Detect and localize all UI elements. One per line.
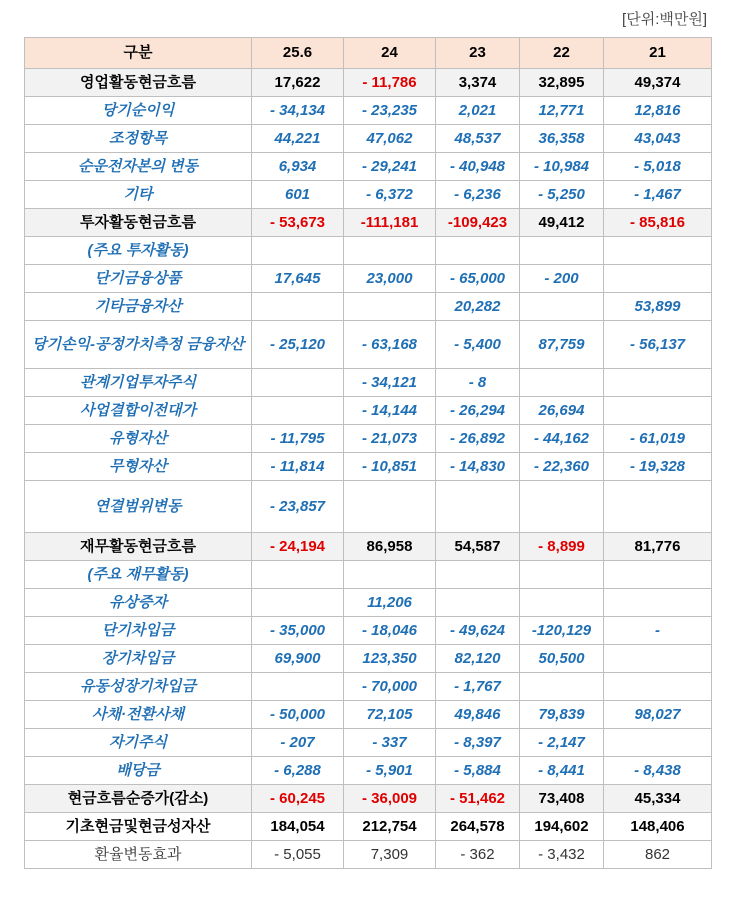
value-cell: -: [604, 617, 712, 645]
header-cell: 24: [344, 38, 436, 69]
value-cell: - 26,892: [436, 425, 520, 453]
value-cell: 43,043: [604, 125, 712, 153]
table-row: [25, 125, 712, 153]
value-cell: - 26,294: [436, 397, 520, 425]
row-label: 유형자산: [25, 425, 252, 453]
row-label: 재무활동현금흐름: [25, 533, 252, 561]
value-cell: [344, 481, 436, 533]
value-cell: - 8: [436, 369, 520, 397]
table-row: [25, 813, 712, 841]
row-label: 기타금융자산: [25, 293, 252, 321]
table-row: [25, 701, 712, 729]
unit-label: [단위:백만원]: [622, 11, 707, 28]
value-cell: 36,358: [520, 125, 604, 153]
value-cell: [520, 561, 604, 589]
value-cell: [436, 237, 520, 265]
value-cell: [604, 265, 712, 293]
value-cell: - 51,462: [436, 785, 520, 813]
value-cell: - 207: [252, 729, 344, 757]
value-cell: 49,846: [436, 701, 520, 729]
table-row: [25, 673, 712, 701]
value-cell: - 70,000: [344, 673, 436, 701]
value-cell: [252, 293, 344, 321]
row-label: 당기손익-공정가치측정 금융자산: [25, 321, 252, 369]
value-cell: 98,027: [604, 701, 712, 729]
value-cell: -111,181: [344, 209, 436, 237]
value-cell: - 5,901: [344, 757, 436, 785]
value-cell: - 8,397: [436, 729, 520, 757]
value-cell: - 61,019: [604, 425, 712, 453]
row-label: 무형자산: [25, 453, 252, 481]
table-row: [25, 841, 712, 869]
value-cell: [252, 589, 344, 617]
row-label: 사채·전환사채: [25, 701, 252, 729]
table-row: [25, 369, 712, 397]
value-cell: - 40,948: [436, 153, 520, 181]
value-cell: - 14,830: [436, 453, 520, 481]
value-cell: - 50,000: [252, 701, 344, 729]
value-cell: - 56,137: [604, 321, 712, 369]
row-label: 기타: [25, 181, 252, 209]
value-cell: - 85,816: [604, 209, 712, 237]
value-cell: 86,958: [344, 533, 436, 561]
row-label: 장기차입금: [25, 645, 252, 673]
row-label: (주요 재무활동): [25, 561, 252, 589]
value-cell: 49,412: [520, 209, 604, 237]
row-label: 현금흐름순증가(감소): [25, 785, 252, 813]
value-cell: - 8,899: [520, 533, 604, 561]
value-cell: [252, 673, 344, 701]
value-cell: 49,374: [604, 69, 712, 97]
table-row: [25, 237, 712, 265]
value-cell: [520, 293, 604, 321]
value-cell: - 3,432: [520, 841, 604, 869]
table-row: [25, 181, 712, 209]
row-label: 관계기업투자주식: [25, 369, 252, 397]
row-label: 당기순이익: [25, 97, 252, 125]
value-cell: [520, 237, 604, 265]
table-row: [25, 209, 712, 237]
header-cell: 25.6: [252, 38, 344, 69]
value-cell: 123,350: [344, 645, 436, 673]
table-row: [25, 425, 712, 453]
value-cell: 26,694: [520, 397, 604, 425]
value-cell: 81,776: [604, 533, 712, 561]
value-cell: - 25,120: [252, 321, 344, 369]
table-row: [25, 321, 712, 369]
table-row: [25, 397, 712, 425]
value-cell: - 6,372: [344, 181, 436, 209]
value-cell: - 337: [344, 729, 436, 757]
value-cell: [604, 561, 712, 589]
row-label: 자기주식: [25, 729, 252, 757]
table-row: [25, 153, 712, 181]
value-cell: - 10,984: [520, 153, 604, 181]
value-cell: 79,839: [520, 701, 604, 729]
value-cell: - 14,144: [344, 397, 436, 425]
row-label: 단기차입금: [25, 617, 252, 645]
value-cell: [436, 589, 520, 617]
value-cell: -120,129: [520, 617, 604, 645]
value-cell: [252, 369, 344, 397]
value-cell: - 44,162: [520, 425, 604, 453]
value-cell: 47,062: [344, 125, 436, 153]
row-label: 유상증자: [25, 589, 252, 617]
value-cell: 44,221: [252, 125, 344, 153]
value-cell: [344, 561, 436, 589]
cash-flow-table: [24, 37, 712, 869]
value-cell: 6,934: [252, 153, 344, 181]
value-cell: - 8,438: [604, 757, 712, 785]
value-cell: 7,309: [344, 841, 436, 869]
value-cell: 12,816: [604, 97, 712, 125]
value-cell: - 5,400: [436, 321, 520, 369]
table-row: [25, 481, 712, 533]
value-cell: 17,645: [252, 265, 344, 293]
value-cell: - 10,851: [344, 453, 436, 481]
table-row: [25, 757, 712, 785]
value-cell: [520, 369, 604, 397]
value-cell: 82,120: [436, 645, 520, 673]
value-cell: 184,054: [252, 813, 344, 841]
value-cell: - 5,055: [252, 841, 344, 869]
value-cell: - 23,235: [344, 97, 436, 125]
row-label: (주요 투자활동): [25, 237, 252, 265]
value-cell: 2,021: [436, 97, 520, 125]
table-row: [25, 69, 712, 97]
value-cell: - 63,168: [344, 321, 436, 369]
value-cell: - 24,194: [252, 533, 344, 561]
value-cell: 17,622: [252, 69, 344, 97]
value-cell: - 200: [520, 265, 604, 293]
value-cell: - 18,046: [344, 617, 436, 645]
value-cell: 264,578: [436, 813, 520, 841]
value-cell: - 35,000: [252, 617, 344, 645]
value-cell: [604, 729, 712, 757]
value-cell: 23,000: [344, 265, 436, 293]
row-label: 사업결합이전대가: [25, 397, 252, 425]
header-row: [25, 38, 712, 69]
value-cell: - 23,857: [252, 481, 344, 533]
header-cell: 23: [436, 38, 520, 69]
value-cell: - 5,884: [436, 757, 520, 785]
table-row: [25, 617, 712, 645]
value-cell: 69,900: [252, 645, 344, 673]
value-cell: 862: [604, 841, 712, 869]
value-cell: - 11,814: [252, 453, 344, 481]
value-cell: [604, 589, 712, 617]
value-cell: - 22,360: [520, 453, 604, 481]
value-cell: [604, 673, 712, 701]
value-cell: - 362: [436, 841, 520, 869]
row-label: 조정항목: [25, 125, 252, 153]
table-row: [25, 453, 712, 481]
value-cell: [252, 561, 344, 589]
value-cell: 12,771: [520, 97, 604, 125]
table-row: [25, 293, 712, 321]
table-row: [25, 785, 712, 813]
header-cell: 21: [604, 38, 712, 69]
value-cell: 73,408: [520, 785, 604, 813]
value-cell: 53,899: [604, 293, 712, 321]
value-cell: 54,587: [436, 533, 520, 561]
value-cell: 20,282: [436, 293, 520, 321]
value-cell: - 6,236: [436, 181, 520, 209]
value-cell: 11,206: [344, 589, 436, 617]
header-cell: 22: [520, 38, 604, 69]
value-cell: [344, 293, 436, 321]
value-cell: [252, 397, 344, 425]
value-cell: [344, 237, 436, 265]
value-cell: [520, 673, 604, 701]
table-row: [25, 589, 712, 617]
value-cell: - 11,786: [344, 69, 436, 97]
value-cell: - 5,250: [520, 181, 604, 209]
value-cell: 45,334: [604, 785, 712, 813]
value-cell: [604, 645, 712, 673]
value-cell: - 60,245: [252, 785, 344, 813]
value-cell: 148,406: [604, 813, 712, 841]
value-cell: [604, 369, 712, 397]
value-cell: - 11,795: [252, 425, 344, 453]
header-cell: 구분: [25, 38, 252, 69]
value-cell: - 6,288: [252, 757, 344, 785]
value-cell: [604, 481, 712, 533]
value-cell: - 34,121: [344, 369, 436, 397]
value-cell: 87,759: [520, 321, 604, 369]
value-cell: 212,754: [344, 813, 436, 841]
value-cell: [520, 481, 604, 533]
value-cell: - 19,328: [604, 453, 712, 481]
value-cell: - 1,467: [604, 181, 712, 209]
table-row: [25, 97, 712, 125]
row-label: 기초현금및현금성자산: [25, 813, 252, 841]
table-row: [25, 645, 712, 673]
value-cell: [436, 481, 520, 533]
row-label: 연결범위변동: [25, 481, 252, 533]
value-cell: - 29,241: [344, 153, 436, 181]
value-cell: 48,537: [436, 125, 520, 153]
value-cell: - 34,134: [252, 97, 344, 125]
value-cell: 32,895: [520, 69, 604, 97]
value-cell: 50,500: [520, 645, 604, 673]
value-cell: - 21,073: [344, 425, 436, 453]
table-row: [25, 265, 712, 293]
value-cell: [520, 589, 604, 617]
value-cell: [436, 561, 520, 589]
value-cell: - 53,673: [252, 209, 344, 237]
value-cell: 601: [252, 181, 344, 209]
value-cell: 3,374: [436, 69, 520, 97]
value-cell: [604, 237, 712, 265]
table-row: [25, 729, 712, 757]
row-label: 단기금융상품: [25, 265, 252, 293]
value-cell: - 65,000: [436, 265, 520, 293]
value-cell: - 8,441: [520, 757, 604, 785]
row-label: 배당금: [25, 757, 252, 785]
value-cell: - 2,147: [520, 729, 604, 757]
value-cell: - 36,009: [344, 785, 436, 813]
row-label: 순운전자본의 변동: [25, 153, 252, 181]
row-label: 환율변동효과: [25, 841, 252, 869]
row-label: 투자활동현금흐름: [25, 209, 252, 237]
value-cell: 72,105: [344, 701, 436, 729]
row-label: 영업활동현금흐름: [25, 69, 252, 97]
table-body: [25, 38, 712, 869]
row-label: 유동성장기차입금: [25, 673, 252, 701]
table-row: [25, 561, 712, 589]
value-cell: [252, 237, 344, 265]
table-row: [25, 533, 712, 561]
value-cell: - 5,018: [604, 153, 712, 181]
value-cell: - 1,767: [436, 673, 520, 701]
value-cell: - 49,624: [436, 617, 520, 645]
value-cell: -109,423: [436, 209, 520, 237]
value-cell: [604, 397, 712, 425]
value-cell: 194,602: [520, 813, 604, 841]
